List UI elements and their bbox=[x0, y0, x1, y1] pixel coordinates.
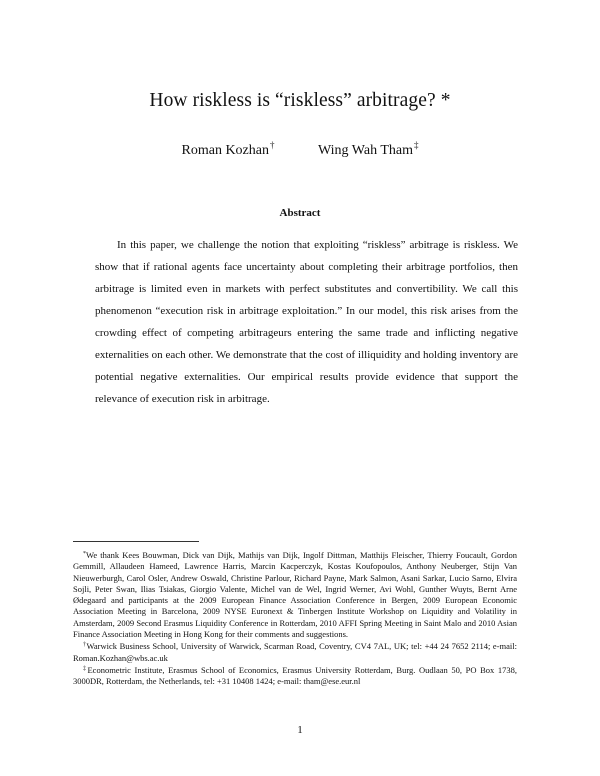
abstract-text: In this paper, we challenge the notion that exploiting “riskless” arbitrage is riskless. We show that if rational agents face uncertainty about completing their arbitrage portfolios, then arbitrage is limited even in markets with perfect substitutes and convertibility. We call this phenomenon “execution risk in arbitrage exploitation.” In our model, this risk arises from the crowding effect of competing arbitrageurs entering the same trade and inflicting negative externalities on each other. We demonstrate that the cost of illiquidity and holding inventory are potential negative externalities. Our empirical results provide evidence that support the relevance of execution risk in arbitrage. bbox=[95, 239, 518, 405]
abstract-heading: Abstract bbox=[279, 207, 321, 219]
footnote-mark: ‡ bbox=[83, 665, 88, 672]
paper-title: How riskless is “riskless” arbitrage? * bbox=[149, 90, 451, 111]
footnotes bbox=[73, 549, 517, 688]
footnote-author-1-affiliation bbox=[73, 640, 517, 664]
footnote-text: Warwick Business School, University of Warwick, Scarman Road, Coventry, CV4 7AL, UK; tel: +44 24 7652 2114; e-mail: Roman.Kozhan@wbs.ac.uk bbox=[73, 641, 517, 663]
author-footnote-mark: † bbox=[269, 140, 275, 150]
footnote-mark: † bbox=[83, 642, 87, 649]
footnote-text: We thank Kees Bouwman, Dick van Dijk, Mathijs van Dijk, Ingolf Dittman, Matthijs Fleischer, Thierry Foucault, Gordon Gemmill, Allaudeen Hameed, Lawrence Harris, Marcin Kacperczyk, Kostas Koufopoulos, Anthony Neuberger, Stijn Van Nieuwerburgh, Carol Osler, Andrew Oswald, Christine Parlour, Richard Payne, Mark Salmon, Asani Sarkar, Lucio Sarno, Elvira Sojli, Peter Swan, Ilias Tsiakas, Giorgio Valente, Michel van de Wel, Ingrid Werner, Avi Wohl, Gunther Wuyts, Bernt Arne Ødegaard and participants at the 2009 European Finance Association Conference in Bergen, 2009 European Economic Association Meeting in Barcelona, 2009 NYSE Euronext & Tinbergen Institute Workshop on Liquidity and Volatility in Amsterdam, 2009 Second Erasmus Liquidity Conference in Rotterdam, 2010 AFFI Spring Meeting in Saint Malo and 2010 Asian Finance Association Meeting in Hong Kong for their comments and suggestions. bbox=[73, 550, 517, 640]
author-2 bbox=[318, 140, 419, 159]
footnote-text: Econometric Institute, Erasmus School of Economics, Erasmus University Rotterdam, Burg. Oudlaan 50, PO Box 1738, 3000DR, Rotterdam, the Netherlands, tel: +31 10408 1424; e-mail: tham@ese.eur.nl bbox=[73, 664, 517, 687]
author-1 bbox=[182, 140, 275, 159]
page-number: 1 bbox=[297, 724, 303, 736]
footnote-mark: * bbox=[83, 551, 86, 557]
footnote-divider bbox=[73, 541, 199, 542]
footnote-author-2-affiliation bbox=[73, 664, 517, 688]
author-footnote-mark: ‡ bbox=[413, 140, 419, 150]
author-list bbox=[0, 140, 600, 159]
footnote-acknowledgements bbox=[73, 549, 517, 640]
author-name: Roman Kozhan bbox=[181, 143, 269, 158]
author-name: Wing Wah Tham bbox=[317, 143, 413, 158]
